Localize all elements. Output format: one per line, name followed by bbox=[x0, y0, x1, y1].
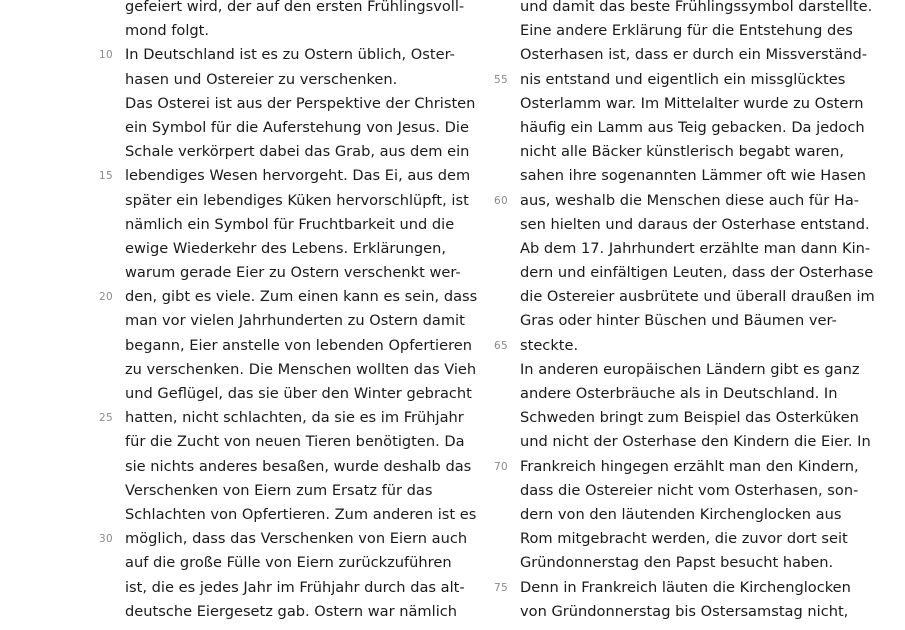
text-line bbox=[99, 43, 465, 67]
line-text: von Gründonnerstag bis Ostersamstag nicht, bbox=[520, 602, 849, 620]
line-text: sen hielten und daraus der Osterhase entstand. bbox=[520, 215, 870, 233]
text-line bbox=[520, 116, 890, 140]
text-line bbox=[520, 551, 890, 575]
text-line bbox=[125, 261, 465, 285]
text-line bbox=[125, 0, 465, 19]
text-line bbox=[125, 19, 465, 43]
text-line bbox=[125, 213, 465, 237]
text-line bbox=[99, 285, 478, 309]
line-text: dern von den läutenden Kirchenglocken aus bbox=[520, 505, 842, 523]
text-line bbox=[520, 382, 890, 406]
text-line bbox=[520, 261, 890, 285]
text-line bbox=[520, 19, 890, 43]
text-line bbox=[520, 285, 890, 309]
line-text: steckte. bbox=[520, 336, 579, 354]
text-line bbox=[125, 237, 465, 261]
text-line bbox=[125, 430, 465, 454]
line-text: den, gibt es viele. Zum einen kann es sein, dass bbox=[125, 288, 478, 306]
line-text: später ein lebendiges Küken hervorschlüpft, ist bbox=[125, 191, 469, 209]
line-number: 20 bbox=[99, 291, 113, 304]
line-text: und damit das beste Frühlingssymbol darstellte. bbox=[520, 0, 873, 15]
line-text: ist, die es jedes Jahr im Frühjahr durch das alt- bbox=[125, 578, 465, 596]
text-line bbox=[125, 358, 477, 382]
line-text: Gras oder hinter Büschen und Bäumen ver- bbox=[520, 312, 837, 330]
text-line bbox=[520, 430, 890, 454]
text-line bbox=[520, 164, 890, 188]
text-line bbox=[125, 382, 472, 406]
line-text: Schale verkörpert dabei das Grab, aus dem ein bbox=[125, 143, 470, 161]
line-text: hasen und Ostereier zu verschenken. bbox=[125, 70, 398, 88]
line-number: 70 bbox=[494, 460, 508, 473]
line-text: andere Osterbräuche als in Deutschland. In bbox=[520, 385, 838, 402]
text-line bbox=[520, 358, 890, 382]
line-text: nis entstand und eigentlich ein missglücktes bbox=[520, 70, 846, 88]
line-number: 25 bbox=[99, 412, 113, 425]
line-number: 55 bbox=[494, 73, 508, 86]
text-line bbox=[125, 140, 470, 164]
line-text: Osterlamm war. Im Mittelalter wurde zu Ostern bbox=[520, 94, 864, 112]
line-text: begann, Eier anstelle von lebenden Opfertieren bbox=[125, 336, 472, 354]
text-line bbox=[125, 576, 465, 600]
text-line bbox=[494, 576, 890, 600]
text-line bbox=[125, 189, 469, 213]
text-line bbox=[125, 309, 465, 333]
line-text: und Geflügel, das sie über den Winter gebracht bbox=[125, 385, 472, 402]
text-line bbox=[125, 68, 465, 92]
text-line bbox=[520, 479, 890, 503]
line-text: nämlich ein Symbol für Fruchtbarkeit und die bbox=[125, 215, 455, 233]
line-text: Osterhasen ist, dass er durch ein Missverständ- bbox=[520, 46, 868, 64]
line-text: Rom mitgebracht werden, die zuvor dort seit bbox=[520, 530, 848, 548]
text-line bbox=[520, 140, 890, 164]
line-text: Verschenken von Eiern zum Ersatz für das bbox=[125, 481, 433, 499]
line-text: aus, weshalb die Menschen diese auch für Ha- bbox=[520, 191, 860, 209]
text-line bbox=[520, 600, 890, 624]
line-number: 10 bbox=[99, 49, 113, 62]
text-line bbox=[520, 0, 890, 19]
line-number: 75 bbox=[494, 581, 508, 594]
line-text: auf die große Fülle von Eiern zurückzuführen bbox=[125, 554, 452, 572]
line-text: gefeiert wird, der auf den ersten Frühlingsvoll- bbox=[125, 0, 465, 15]
line-text: häufig ein Lamm aus Teig gebacken. Da jedoch bbox=[520, 118, 865, 136]
line-text: sie nichts anderes besaßen, wurde deshalb das bbox=[125, 457, 472, 475]
line-text: In anderen europäischen Ländern gibt es ganz bbox=[520, 360, 860, 378]
line-text: hatten, nicht schlachten, da sie es im Frühjahr bbox=[125, 409, 464, 427]
text-line bbox=[494, 189, 890, 213]
line-text: Ab dem 17. Jahrhundert erzählte man dann Kin- bbox=[520, 239, 871, 257]
line-text: Gründonnerstag den Papst besucht haben. bbox=[520, 554, 834, 572]
text-line bbox=[125, 92, 476, 116]
line-text: mond folgt. bbox=[125, 22, 210, 40]
line-text: man vor vielen Jahrhunderten zu Ostern damit bbox=[125, 312, 465, 330]
line-text: lebendiges Wesen hervorgeht. Das Ei, aus dem bbox=[125, 167, 471, 185]
text-line bbox=[125, 503, 477, 527]
line-number: 30 bbox=[99, 533, 113, 546]
line-text: zu verschenken. Die Menschen wollten das Vieh bbox=[125, 360, 477, 378]
text-line bbox=[520, 237, 890, 261]
right-text-column bbox=[494, 0, 890, 624]
text-line bbox=[125, 551, 465, 575]
line-text: für die Zucht von neuen Tieren benötigten. Da bbox=[125, 433, 465, 451]
text-line bbox=[520, 503, 890, 527]
line-text: ewige Wiederkehr des Lebens. Erklärungen, bbox=[125, 239, 447, 257]
text-line bbox=[520, 309, 890, 333]
line-text: dern und einfältigen Leuten, dass der Osterhase bbox=[520, 264, 874, 282]
line-text: ein Symbol für die Auferstehung von Jesus. Die bbox=[125, 118, 469, 136]
line-text: Eine andere Erklärung für die Entstehung des bbox=[520, 22, 853, 40]
text-line bbox=[125, 479, 465, 503]
text-line bbox=[125, 600, 465, 624]
text-line bbox=[494, 455, 890, 479]
left-text-column bbox=[99, 0, 478, 624]
line-text: und nicht der Osterhase den Kindern die Eier. In bbox=[520, 433, 871, 451]
text-line bbox=[520, 43, 890, 67]
text-line bbox=[125, 116, 469, 140]
line-text: die Ostereier ausbrütete und überall draußen im bbox=[520, 288, 875, 306]
line-number: 15 bbox=[99, 170, 113, 183]
line-text: warum gerade Eier zu Ostern verschenkt wer- bbox=[125, 264, 461, 282]
text-line bbox=[99, 406, 465, 430]
text-line bbox=[99, 164, 471, 188]
line-text: Frankreich hingegen erzählt man den Kindern, bbox=[520, 457, 859, 475]
text-line bbox=[520, 406, 890, 430]
text-line bbox=[494, 334, 890, 358]
line-text: In Deutschland ist es zu Ostern üblich, Oster- bbox=[125, 46, 455, 64]
line-text: Das Osterei ist aus der Perspektive der Christen bbox=[125, 94, 476, 112]
text-line bbox=[125, 334, 472, 358]
text-line bbox=[494, 68, 890, 92]
line-text: Schweden bringt zum Beispiel das Osterküken bbox=[520, 409, 859, 427]
text-line bbox=[520, 213, 890, 237]
line-text: deutsche Eiergesetz gab. Ostern war nämlich bbox=[125, 602, 458, 620]
text-line bbox=[520, 92, 890, 116]
line-text: möglich, dass das Verschenken von Eiern auch bbox=[125, 530, 468, 548]
line-text: nicht alle Bäcker künstlerisch begabt waren, bbox=[520, 143, 845, 161]
line-number: 60 bbox=[494, 194, 508, 207]
line-number: 65 bbox=[494, 339, 508, 352]
text-line bbox=[125, 455, 472, 479]
line-text: sahen ihre sogenannten Lämmer oft wie Hasen bbox=[520, 167, 866, 185]
text-line bbox=[520, 527, 890, 551]
line-text: dass die Ostereier nicht vom Osterhasen, son- bbox=[520, 481, 859, 499]
text-line bbox=[99, 527, 468, 551]
line-text: Denn in Frankreich läuten die Kirchenglocken bbox=[520, 578, 851, 596]
line-text: Schlachten von Opfertieren. Zum anderen ist es bbox=[125, 505, 477, 523]
